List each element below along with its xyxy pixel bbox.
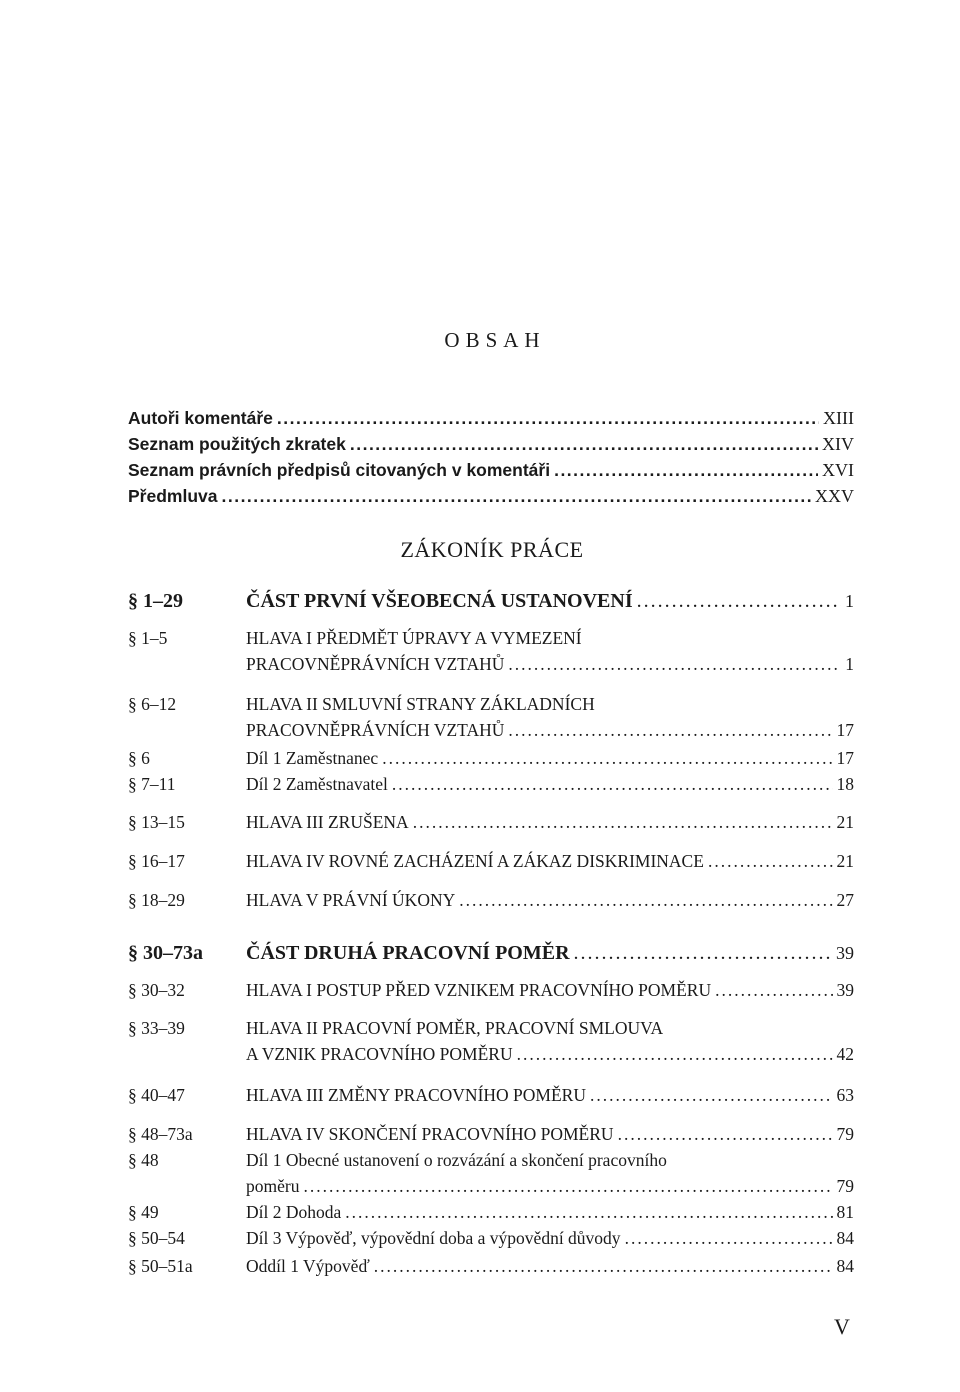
dot-leader <box>708 851 833 872</box>
entry-title: Díl 2 Dohoda <box>246 1202 342 1222</box>
entry-page: 39 <box>836 943 854 963</box>
entry-page: 42 <box>836 1044 854 1064</box>
dot-leader <box>374 1256 833 1277</box>
entry-title: HLAVA I PŘEDMĚT ÚPRAVY A VYMEZENÍ <box>246 628 582 648</box>
dot-leader <box>459 890 832 911</box>
front-matter-item[interactable] <box>128 434 854 458</box>
entry-title: HLAVA II PRACOVNÍ POMĚR, PRACOVNÍ SMLOUVA <box>246 1018 664 1038</box>
entry-title: Díl 3 Výpověď, výpovědní doba a výpovědní důvody <box>246 1228 621 1248</box>
entry-page: 63 <box>836 1085 854 1105</box>
toc-entry[interactable] <box>128 1018 854 1044</box>
dot-leader <box>382 748 832 769</box>
entry-page: 17 <box>836 720 854 740</box>
entry-page: 79 <box>836 1124 854 1144</box>
toc-entry-continuation[interactable] <box>128 720 854 746</box>
entry-page: 81 <box>836 1202 854 1222</box>
toc-entry[interactable] <box>128 628 854 654</box>
section-range: § 13–15 <box>128 812 185 832</box>
entry-page: 79 <box>836 1176 854 1196</box>
entry-page: 17 <box>836 748 854 768</box>
toc-entry[interactable] <box>128 942 854 968</box>
entry-title: A VZNIK PRACOVNÍHO POMĚRU <box>246 1044 513 1064</box>
entry-page: 18 <box>836 774 854 794</box>
entry-page: 39 <box>836 980 854 1000</box>
section-range: § 6 <box>128 748 150 768</box>
entry-page: 1 <box>845 654 854 674</box>
entry-title: Seznam právních předpisů citovaných v komentáři <box>128 460 551 480</box>
entry-page: 27 <box>836 890 854 910</box>
section-range: § 18–29 <box>128 890 185 910</box>
dot-leader <box>590 1085 833 1106</box>
section-title: ZÁKONÍK PRÁCE <box>400 537 584 562</box>
dot-leader <box>277 408 819 429</box>
toc-entry[interactable] <box>128 980 854 1006</box>
toc-entry[interactable] <box>128 694 854 720</box>
front-matter-item[interactable] <box>128 408 854 432</box>
entry-title: HLAVA IV ROVNÉ ZACHÁZENÍ A ZÁKAZ DISKRIMINACE <box>246 851 704 871</box>
dot-leader <box>392 774 833 795</box>
entry-page: XXV <box>815 486 854 506</box>
entry-title: HLAVA V PRÁVNÍ ÚKONY <box>246 890 456 910</box>
entry-title: HLAVA I POSTUP PŘED VZNIKEM PRACOVNÍHO POMĚRU <box>246 980 712 1000</box>
dot-leader <box>618 1124 833 1145</box>
dot-leader <box>221 486 811 507</box>
page-title: OBSAH <box>444 328 546 352</box>
entry-title: HLAVA IV SKONČENÍ PRACOVNÍHO POMĚRU <box>246 1124 614 1144</box>
toc-entry[interactable] <box>128 1085 854 1111</box>
dot-leader <box>715 980 832 1001</box>
entry-title: ČÁST PRVNÍ VŠEOBECNÁ USTANOVENÍ <box>246 590 633 612</box>
section-range: § 6–12 <box>128 694 177 714</box>
entry-page: XVI <box>822 460 854 480</box>
entry-page: 21 <box>836 851 854 871</box>
dot-leader <box>554 460 818 481</box>
dot-leader <box>508 654 841 675</box>
entry-title: Díl 1 Obecné ustanovení o rozvázání a skončení pracovního <box>246 1150 667 1170</box>
front-matter-item[interactable] <box>128 460 854 484</box>
entry-page: 84 <box>836 1256 854 1276</box>
toc-entry[interactable] <box>128 1228 854 1254</box>
section-range: § 50–54 <box>128 1228 185 1248</box>
section-range: § 49 <box>128 1202 159 1222</box>
dot-leader <box>508 720 832 741</box>
dot-leader <box>574 942 832 965</box>
section-range: § 48 <box>128 1150 159 1170</box>
section-range: § 40–47 <box>128 1085 185 1105</box>
toc-entry[interactable] <box>128 1256 854 1282</box>
dot-leader <box>345 1202 832 1223</box>
dot-leader <box>637 590 841 613</box>
toc-entry[interactable] <box>128 851 854 877</box>
entry-title: Předmluva <box>128 486 218 506</box>
section-range: § 30–73a <box>128 942 203 964</box>
entry-title: Díl 2 Zaměstnavatel <box>246 774 388 794</box>
toc-entry[interactable] <box>128 1202 854 1228</box>
dot-leader <box>413 812 833 833</box>
toc-entry-continuation[interactable] <box>128 654 854 680</box>
entry-title: HLAVA III ZMĚNY PRACOVNÍHO POMĚRU <box>246 1085 586 1105</box>
entry-title: HLAVA III ZRUŠENA <box>246 812 409 832</box>
section-range: § 30–32 <box>128 980 185 1000</box>
toc-entry[interactable] <box>128 1124 854 1150</box>
section-range: § 1–5 <box>128 628 168 648</box>
entry-title: PRACOVNĚPRÁVNÍCH VZTAHŮ <box>246 654 505 674</box>
section-range: § 16–17 <box>128 851 185 871</box>
entry-title: Autoři komentáře <box>128 408 273 428</box>
entry-page: XIV <box>822 434 854 454</box>
toc-entry[interactable] <box>128 774 854 800</box>
front-matter-item[interactable] <box>128 486 854 510</box>
entry-title: Díl 1 Zaměstnanec <box>246 748 379 768</box>
entry-page: 21 <box>836 812 854 832</box>
page-number: V <box>834 1314 850 1339</box>
entry-title: HLAVA II SMLUVNÍ STRANY ZÁKLADNÍCH <box>246 694 595 714</box>
entry-page: XIII <box>823 408 854 428</box>
entry-title: Seznam použitých zkratek <box>128 434 346 454</box>
toc-entry[interactable] <box>128 748 854 774</box>
dot-leader <box>350 434 818 455</box>
section-range: § 48–73a <box>128 1124 193 1144</box>
entry-title: ČÁST DRUHÁ PRACOVNÍ POMĚR <box>246 942 570 964</box>
entry-title: poměru <box>246 1176 300 1196</box>
toc-entry-continuation[interactable] <box>128 1044 854 1070</box>
toc-entry[interactable] <box>128 1150 854 1176</box>
toc-entry[interactable] <box>128 812 854 838</box>
dot-leader <box>625 1228 833 1249</box>
dot-leader <box>303 1176 832 1197</box>
entry-title: Oddíl 1 Výpověď <box>246 1256 370 1276</box>
section-range: § 33–39 <box>128 1018 185 1038</box>
dot-leader <box>517 1044 833 1065</box>
toc-entry[interactable] <box>128 590 854 616</box>
toc-entry-continuation[interactable] <box>128 1176 854 1202</box>
section-range: § 50–51a <box>128 1256 193 1276</box>
section-range: § 1–29 <box>128 590 183 612</box>
section-range: § 7–11 <box>128 774 176 794</box>
entry-page: 84 <box>836 1228 854 1248</box>
toc-entry[interactable] <box>128 890 854 916</box>
entry-page: 1 <box>845 591 854 611</box>
entry-title: PRACOVNĚPRÁVNÍCH VZTAHŮ <box>246 720 505 740</box>
